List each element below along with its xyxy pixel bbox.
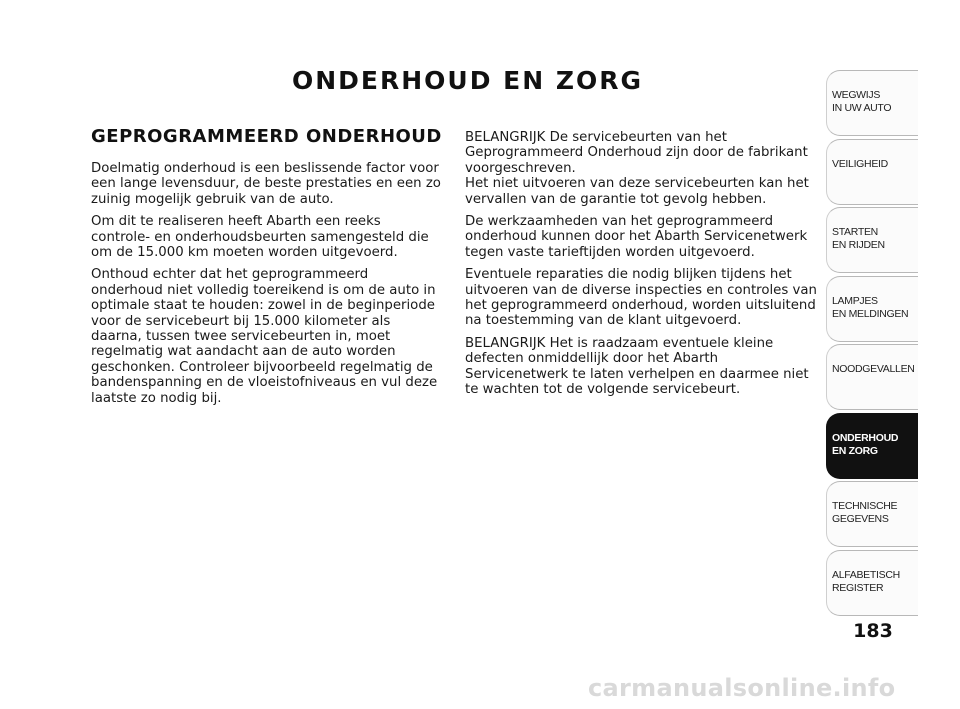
paragraph: BELANGRIJK De servicebeurten van het Geprogrammeerd Onderhoud zijn door de fabrikant voorgeschreven. Het niet uitvoeren van deze servicebeurten kan het vervallen van de garantie tot gevolg hebben.	[465, 130, 809, 207]
paragraph: Onthoud echter dat het geprogrammeerd onderhoud niet volledig toereikend is om de auto in optimale staat te houden: zowel in de beginperiode voor de servicebeurt bij 15.000 kilometer als daarna, tussen twee servicebeurten in, moet regelmatig wat aandacht aan de auto worden geschonken. Controleer bijvoorbeeld regelmatig de bandenspanning en de vloeistofniveaus en vul deze laatste zo nodig bij.	[91, 267, 438, 406]
tab-register[interactable]	[826, 550, 918, 616]
tab-label: ALFABETISCH REGISTER	[832, 568, 900, 594]
page-number: 183	[853, 620, 893, 642]
paragraph: Doelmatig onderhoud is een beslissende factor voor een lange levensduur, de beste prestaties en een zo zuinig mogelijk gebruik van de auto.	[91, 161, 441, 207]
tab-label: LAMPJES EN MELDINGEN	[832, 294, 909, 320]
tab-wegwijs[interactable]	[826, 70, 918, 136]
tab-onderhoud[interactable]	[826, 413, 918, 479]
tab-label: VEILIGHEID	[832, 157, 888, 170]
tab-veiligheid[interactable]	[826, 139, 918, 205]
page-title: ONDERHOUD EN ZORG	[292, 66, 644, 95]
right-column	[465, 130, 817, 405]
tab-noodgevallen[interactable]	[826, 344, 918, 410]
chapter-tabs	[826, 70, 918, 618]
tab-label: TECHNISCHE GEGEVENS	[832, 500, 898, 525]
tab-lampjes[interactable]	[826, 276, 918, 342]
paragraph: De werkzaamheden van het geprogrammeerd onderhoud kunnen door het Abarth Servicenetwerk tegen vaste tarieftijden worden uitgevoerd.	[465, 214, 808, 260]
tab-label: STARTEN EN RIJDEN	[832, 226, 885, 251]
tab-label: ONDERHOUD EN ZORG	[832, 431, 899, 457]
paragraph: Eventuele reparaties die nodig blijken tijdens het uitvoeren van de diverse inspecties en controles van het geprogrammeerd onderhoud, worden uitsluitend na toestemming van de klant uitgevoerd.	[465, 267, 817, 329]
left-column	[91, 161, 443, 413]
paragraph: BELANGRIJK Het is raadzaam eventuele kleine defecten onmiddellijk door het Abarth Servicenetwerk te laten verhelpen en daarmee niet te wachten tot de volgende servicebeurt.	[465, 335, 809, 398]
tab-technische[interactable]	[826, 481, 918, 547]
section-heading: GEPROGRAMMEERD ONDERHOUD	[91, 126, 442, 147]
tab-starten[interactable]	[826, 207, 918, 273]
tab-label: WEGWIJS IN UW AUTO	[832, 89, 892, 114]
tab-label: NOODGEVALLEN	[832, 363, 915, 375]
paragraph: Om dit te realiseren heeft Abarth een reeks controle- en onderhoudsbeurten samengesteld die om de 15.000 km moeten worden uitgevoerd.	[91, 214, 429, 261]
watermark: carmanualsonline.info	[588, 674, 896, 702]
